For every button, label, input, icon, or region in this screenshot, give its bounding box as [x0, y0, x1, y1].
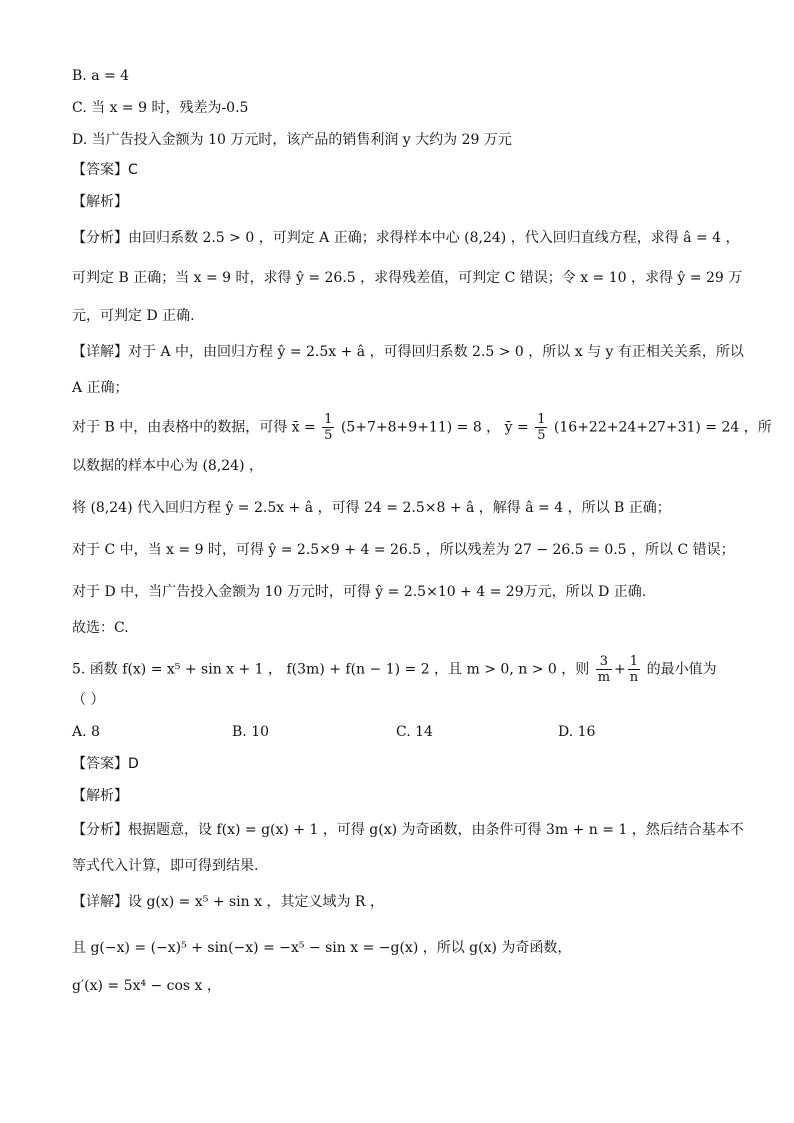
fraction-one-fifth-a: $\frac{1}{5}$ — [324, 412, 333, 443]
detail-2-line-1: 【详解】设 g(x) = x⁵ + sin x ，其定义域为 R ， — [72, 894, 384, 910]
question-5-suffix: 的最小值为 — [646, 661, 717, 678]
detail-line-1: 【详解】对于 A 中，由回归方程 ŷ = 2.5x + â ，可得回归系数 2.5 > 0 ，所以 x 与 y 有正相关关系，所以 — [72, 344, 744, 360]
option-b-line: B. a = 4 — [72, 68, 130, 84]
detail-line-3-a: 对于 B 中，由表格中的数据，可得 x̄ = — [72, 419, 316, 436]
analysis-2-line-2: 等式代入计算，即可得到结果. — [72, 858, 259, 874]
choice-a: A. 8 — [72, 724, 100, 740]
detail-line-2: A 正确； — [72, 380, 129, 396]
detail-line-3-c: (16+22+24+27+31) = 24 ，所 — [553, 419, 772, 436]
question-5-line — [72, 654, 717, 685]
question-5-paren: （ ） — [72, 692, 105, 708]
detail-line-5: 将 (8,24) 代入回归方程 ŷ = 2.5x + â ，可得 24 = 2.5×8 + â ，解得 â = 4 ，所以 B 正确； — [72, 500, 671, 516]
analysis-line-2: 可判定 B 正确；当 x = 9 时，求得 ŷ = 26.5 ，求得残差值，可判定 C 错误；令 x = 10 ，求得 ŷ = 29 万 — [72, 270, 743, 286]
detail-line-3-b: (5+7+8+9+11) = 8 ， ȳ = — [340, 419, 529, 436]
answer-label-2: 【答案】D — [72, 756, 139, 772]
analysis-label: 【解析】 — [72, 194, 128, 210]
detail-line-4: 以数据的样本中心为 (8,24) ， — [72, 458, 263, 474]
detail-line-7: 对于 D 中，当广告投入金额为 10 万元时，可得 ŷ = 2.5×10 + 4 = 29万元，所以 D 正确. — [72, 584, 647, 600]
analysis-2-line-1: 【分析】根据题意，设 f(x) = g(x) + 1 ，可得 g(x) 为奇函数，由条件可得 3m + n = 1 ，然后结合基本不 — [72, 822, 744, 838]
analysis-label-2: 【解析】 — [72, 788, 128, 804]
option-c-line: C. 当 x = 9 时，残差为-0.5 — [72, 100, 249, 116]
question-5-text: 5. 函数 f(x) = x⁵ + sin x + 1 ， f(3m) + f(n − 1) = 2 ，且 m > 0, n > 0 ，则 — [72, 661, 590, 678]
detail-2-line-2: 且 g(−x) = (−x)⁵ + sin(−x) = −x⁵ − sin x = −g(x) ，所以 g(x) 为奇函数， — [72, 940, 572, 956]
choice-d: D. 16 — [558, 724, 596, 740]
option-d-line: D. 当广告投入金额为 10 万元时，该产品的销售利润 y 大约为 29 万元 — [72, 132, 512, 148]
plus-sign: + — [614, 661, 626, 678]
detail-line-3 — [72, 412, 772, 443]
fraction-one-fifth-b: $\frac{1}{5}$ — [537, 412, 546, 443]
choice-b: B. 10 — [232, 724, 270, 740]
detail-line-6: 对于 C 中，当 x = 9 时，可得 ŷ = 2.5×9 + 4 = 26.5 ，所以残差为 27 − 26.5 = 0.5 ，所以 C 错误； — [72, 542, 735, 558]
analysis-line-1: 【分析】由回归系数 2.5 > 0 ，可判定 A 正确；求得样本中心 (8,24) ，代入回归直线方程，求得 â = 4 ， — [72, 230, 740, 246]
analysis-line-3: 元，可判定 D 正确. — [72, 308, 195, 324]
conclusion-line: 故选：C. — [72, 620, 129, 636]
answer-label: 【答案】C — [72, 162, 138, 178]
fraction-1-over-n: $\frac{1}{n}$ — [629, 654, 639, 685]
fraction-3-over-m: $\frac{3}{m}$ — [597, 654, 611, 685]
choice-c: C. 14 — [396, 724, 433, 740]
detail-2-line-3: g′(x) = 5x⁴ − cos x ， — [72, 978, 221, 994]
